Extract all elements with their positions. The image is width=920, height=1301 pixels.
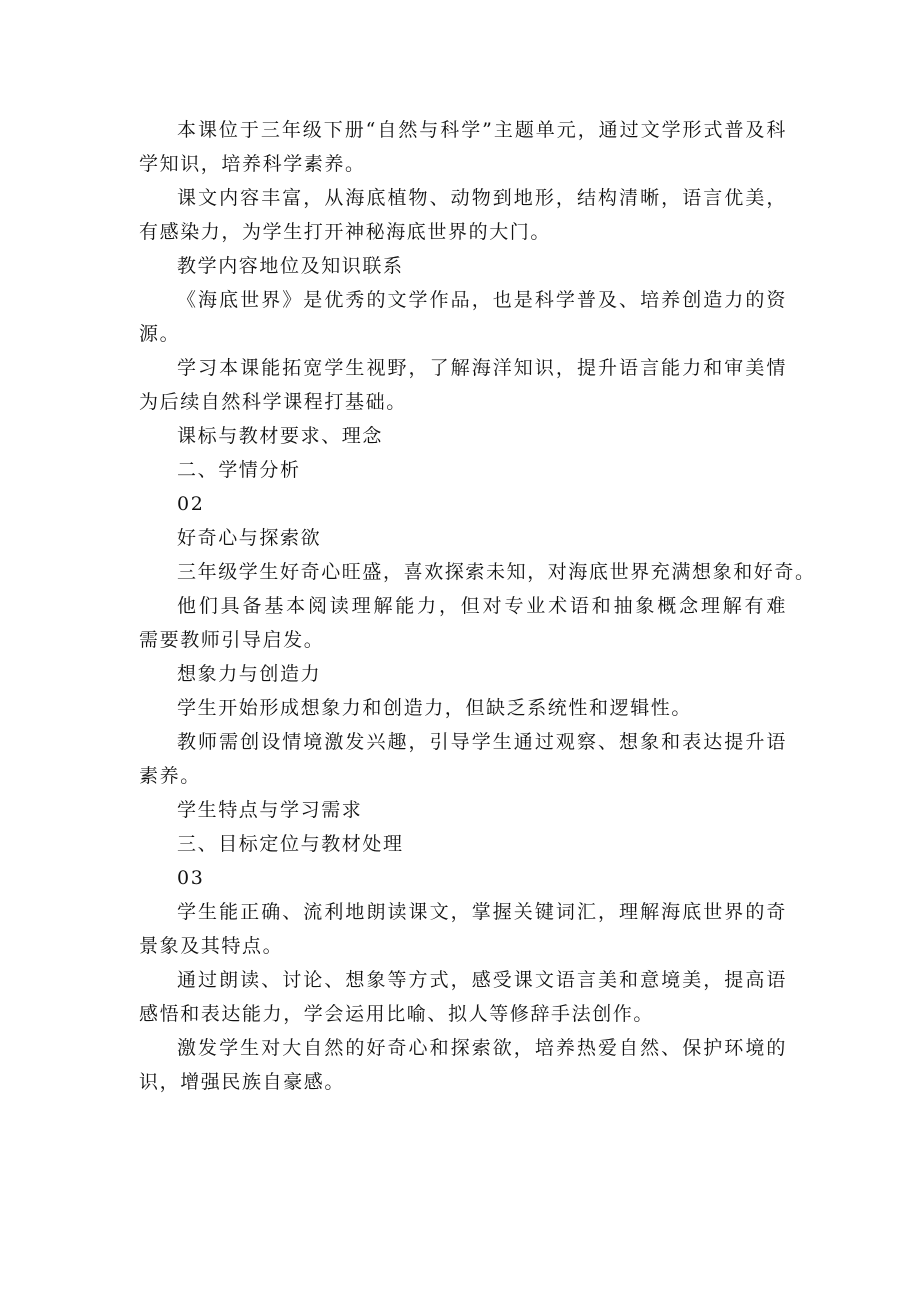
paragraph-line: 需要教师引导启发。: [139, 629, 325, 651]
paragraph: [139, 351, 787, 419]
paragraph-line: 源。: [139, 323, 181, 345]
paragraph: [139, 453, 787, 487]
paragraph: [139, 1031, 787, 1099]
paragraph-line: 有感染力，为学生打开神秘海底世界的大门。: [139, 221, 552, 243]
paragraph: [139, 861, 787, 895]
paragraph: [139, 555, 816, 589]
paragraph-line: 激发学生对大自然的好奇心和探索欲，培养热爱自然、保护环境的: [177, 1037, 787, 1059]
paragraph-line: 三年级学生好奇心旺盛，喜欢探索未知，对海底世界充满想象和好奇。: [177, 561, 816, 583]
paragraph: [139, 657, 787, 691]
paragraph-line: 为后续自然科学课程打基础。: [139, 391, 407, 413]
document-body: [139, 113, 816, 1099]
paragraph-line: 景象及其特点。: [139, 935, 284, 957]
paragraph-line: 感悟和表达能力，学会运用比喻、拟人等修辞手法创作。: [139, 1003, 655, 1025]
paragraph: [139, 521, 787, 555]
paragraph-line: 好奇心与探索欲: [177, 527, 322, 549]
paragraph: [139, 181, 787, 249]
paragraph: [139, 249, 787, 283]
paragraph-line: 想象力与创造力: [177, 663, 322, 685]
paragraph-line: 三、目标定位与教材处理: [177, 833, 404, 855]
paragraph-line: 他们具备基本阅读理解能力，但对专业术语和抽象概念理解有难: [177, 595, 787, 617]
paragraph-line: 学生特点与学习需求: [177, 799, 363, 821]
paragraph-line: 二、学情分析: [177, 459, 301, 481]
paragraph: [139, 691, 787, 725]
paragraph-line: 课标与教材要求、理念: [177, 425, 384, 447]
paragraph: [139, 113, 787, 181]
paragraph-line: 课文内容丰富，从海底植物、动物到地形，结构清晰，语言优美，: [177, 187, 787, 209]
paragraph: [139, 589, 787, 657]
paragraph: [139, 283, 787, 351]
paragraph-line: 教学内容地位及知识联系: [177, 255, 404, 277]
paragraph-line: 本课位于三年级下册“自然与科学”主题单元，通过文学形式普及科: [177, 119, 787, 141]
paragraph: [139, 827, 787, 861]
paragraph: [139, 963, 787, 1031]
paragraph: [139, 725, 787, 793]
paragraph-line: 学习本课能拓宽学生视野，了解海洋知识，提升语言能力和审美情: [177, 357, 787, 379]
paragraph-line: 《海底世界》是优秀的文学作品，也是科学普及、培养创造力的资: [177, 289, 787, 311]
paragraph: [139, 793, 787, 827]
paragraph-line: 教师需创设情境激发兴趣，引导学生通过观察、想象和表达提升语: [177, 731, 787, 753]
paragraph-line: 识，增强民族自豪感。: [139, 1071, 346, 1093]
paragraph-line: 学知识，培养科学素养。: [139, 153, 366, 175]
paragraph-line: 学生能正确、流利地朗读课文，掌握关键词汇，理解海底世界的奇: [177, 901, 787, 923]
paragraph: [139, 487, 787, 521]
paragraph-line: 02: [177, 493, 205, 515]
paragraph-line: 03: [177, 867, 205, 889]
paragraph-line: 通过朗读、讨论、想象等方式，感受课文语言美和意境美，提高语: [177, 969, 787, 991]
paragraph: [139, 895, 787, 963]
paragraph: [139, 419, 787, 453]
paragraph-line: 学生开始形成想象力和创造力，但缺乏系统性和逻辑性。: [177, 697, 693, 719]
paragraph-line: 素养。: [139, 765, 201, 787]
